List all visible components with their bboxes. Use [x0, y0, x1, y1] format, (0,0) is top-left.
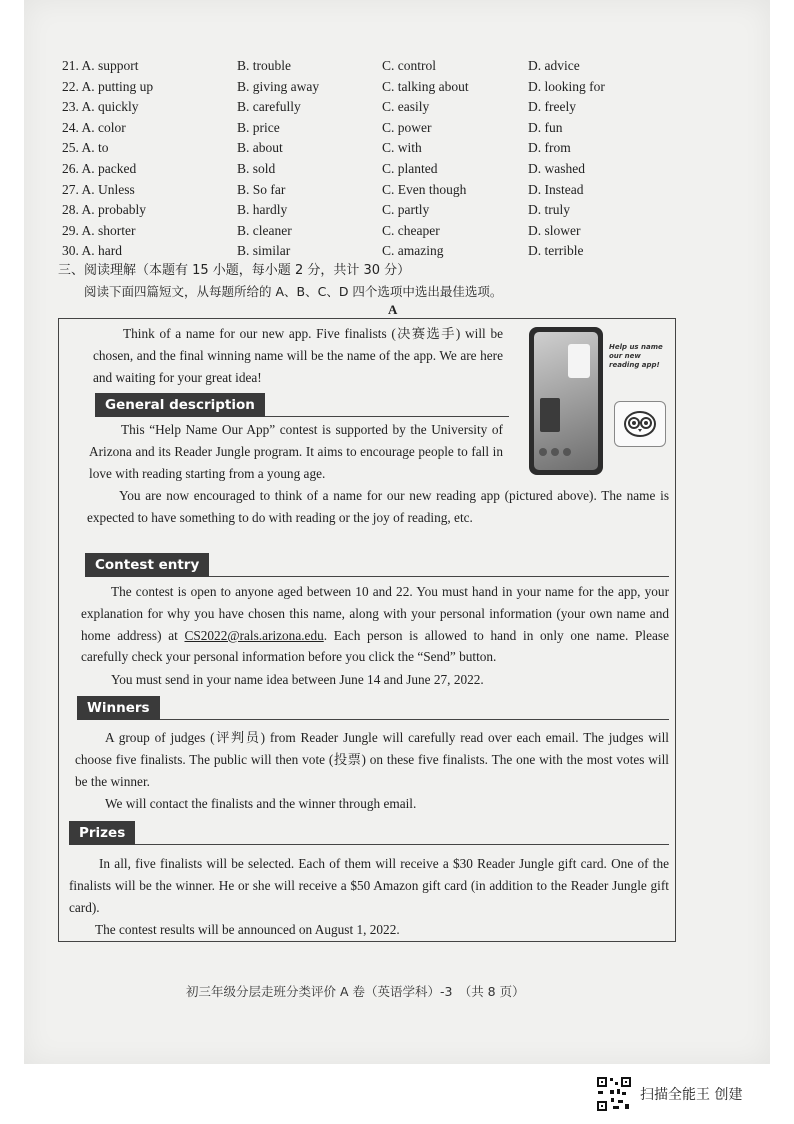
section-instructions: 阅读下面四篇短文，从每题所给的 A、B、C、D 四个选项中选出最佳选项。: [84, 284, 503, 299]
option-b: B. trouble: [237, 58, 291, 73]
option-c: C. planted: [382, 160, 438, 176]
option-c: C. partly: [382, 202, 430, 218]
option-row-26: [62, 159, 702, 180]
option-c: C. cheaper: [382, 222, 440, 238]
option-a: 26. A. packed: [62, 160, 137, 176]
screen-photo: [540, 398, 560, 432]
option-b: B. hardly: [237, 202, 288, 218]
option-c: C. talking about: [382, 78, 469, 94]
contest-entry-heading: [85, 553, 669, 577]
option-d: D. freely: [528, 99, 576, 115]
option-d: D. fun: [528, 119, 563, 135]
prizes-heading: [69, 821, 669, 845]
option-row-28: [62, 200, 702, 221]
owl-logo-icon: [614, 401, 666, 447]
option-row-24: [62, 118, 702, 139]
option-a: 29. A. shorter: [62, 222, 136, 238]
entry-paragraph-2: You must send in your name idea between June 14 and June 27, 2022.: [111, 672, 484, 687]
option-row-27: [62, 180, 702, 201]
phone-caption: Help us name our new reading app!: [609, 343, 663, 369]
winners-paragraph-2: We will contact the finalists and the winner through email.: [105, 796, 417, 811]
phone-screen: [534, 332, 598, 470]
general-description-heading: [95, 393, 509, 417]
option-row-22: [62, 77, 702, 98]
entry-text-after: . Each person is allowed to hand in only one name. Please carefully check your personal information before you click the “Send” button.: [81, 627, 669, 665]
prizes-paragraph-2: The contest results will be announced on August 1, 2022.: [95, 922, 400, 937]
app-screenshot: [529, 327, 603, 475]
entry-paragraph-1: [81, 581, 669, 668]
option-a: 22. A. putting up: [62, 78, 154, 94]
option-c: C. amazing: [382, 243, 444, 259]
option-row-29: [62, 221, 702, 242]
option-c: C. Even though: [382, 181, 467, 197]
option-d: D. truly: [528, 202, 570, 218]
option-c: C. with: [382, 140, 422, 156]
option-a: 30. A. hard: [62, 243, 122, 259]
option-a: 24. A. color: [62, 119, 126, 135]
qr-code-icon: [596, 1076, 632, 1112]
option-a: 23. A. quickly: [62, 99, 139, 115]
heading-label: Prizes: [69, 821, 135, 845]
option-c: C. easily: [382, 99, 430, 115]
option-a: 27. A. Unless: [62, 181, 135, 197]
option-b: B. similar: [237, 243, 291, 259]
option-c: C. power: [382, 119, 432, 135]
option-b: B. carefully: [237, 99, 301, 115]
option-d: D. from: [528, 140, 571, 156]
page-footer: 初三年级分层走班分类评价 A 卷（英语学科）-3 （共 8 页）: [186, 984, 525, 999]
winners-heading: [77, 696, 669, 720]
winners-paragraph-1: A group of judges (评判员) from Reader Jungle will carefully read over each email. The judges will choose five finalists. The public will then vote (投票) on these five finalists. The one with the most votes will be the winner.: [75, 730, 669, 789]
heading-label: General description: [95, 393, 265, 417]
option-row-23: [62, 97, 702, 118]
option-a: 21. A. support: [62, 58, 139, 73]
app-dock: [539, 448, 593, 456]
scanner-watermark: 扫描全能王 创建: [640, 1087, 743, 1103]
option-d: D. advice: [528, 58, 580, 73]
section-title: 三、阅读理解（本题有 15 小题，每小题 2 分，共计 30 分）: [58, 263, 411, 278]
intro-paragraph: Think of a name for our new app. Five finalists (决赛选手) will be chosen, and the final winning name will be the name of the app. We are here and waiting for your great idea!: [93, 326, 503, 385]
option-b: B. sold: [237, 160, 276, 176]
option-a: 25. A. to: [62, 140, 109, 156]
option-b: B. cleaner: [237, 222, 292, 238]
option-b: B. about: [237, 140, 283, 156]
option-a: 28. A. probably: [62, 202, 146, 218]
option-d: D. Instead: [528, 181, 584, 197]
heading-label: Contest entry: [85, 553, 209, 577]
answer-options: [62, 56, 702, 262]
heading-label: Winners: [77, 696, 160, 720]
contest-email-link[interactable]: CS2022@rals.arizona.edu: [184, 627, 324, 643]
prizes-paragraph-1: In all, five finalists will be selected. Each of them will receive a $30 Reader Jungle gift card. One of the finalists will be the winner. He or she will receive a $50 Amazon gift card (in addition to the Reader Jungle gift card).: [69, 856, 669, 915]
general-paragraph-2: You are now encouraged to think of a name for our new reading app (pictured above). The name is expected to have something to do with reading or the joy of reading, etc.: [87, 488, 669, 525]
option-b: B. price: [237, 119, 280, 135]
passage-label: A: [388, 302, 398, 317]
option-c: C. control: [382, 58, 436, 73]
option-b: B. giving away: [237, 78, 320, 94]
heading-rule: [77, 719, 669, 720]
passage-box: [58, 318, 676, 942]
option-d: D. washed: [528, 160, 585, 176]
option-d: D. looking for: [528, 78, 605, 94]
option-row-21: [62, 56, 702, 77]
general-paragraph-1: This “Help Name Our App” contest is supported by the University of Arizona and its Reader Jungle program. It aims to encourage people to fall in love with reading starting from a young age.: [89, 422, 503, 481]
option-d: D. slower: [528, 222, 581, 238]
heading-rule: [69, 844, 669, 845]
option-row-25: [62, 138, 702, 159]
option-d: D. terrible: [528, 243, 584, 259]
screen-card: [568, 344, 590, 378]
entry-text-before: The contest is open to anyone aged between 10 and 22. You must hand in your name for the app, your explanation for why you have chosen this name, along with your personal information (your own name and home address) at: [81, 584, 669, 643]
option-b: B. So far: [237, 181, 286, 197]
